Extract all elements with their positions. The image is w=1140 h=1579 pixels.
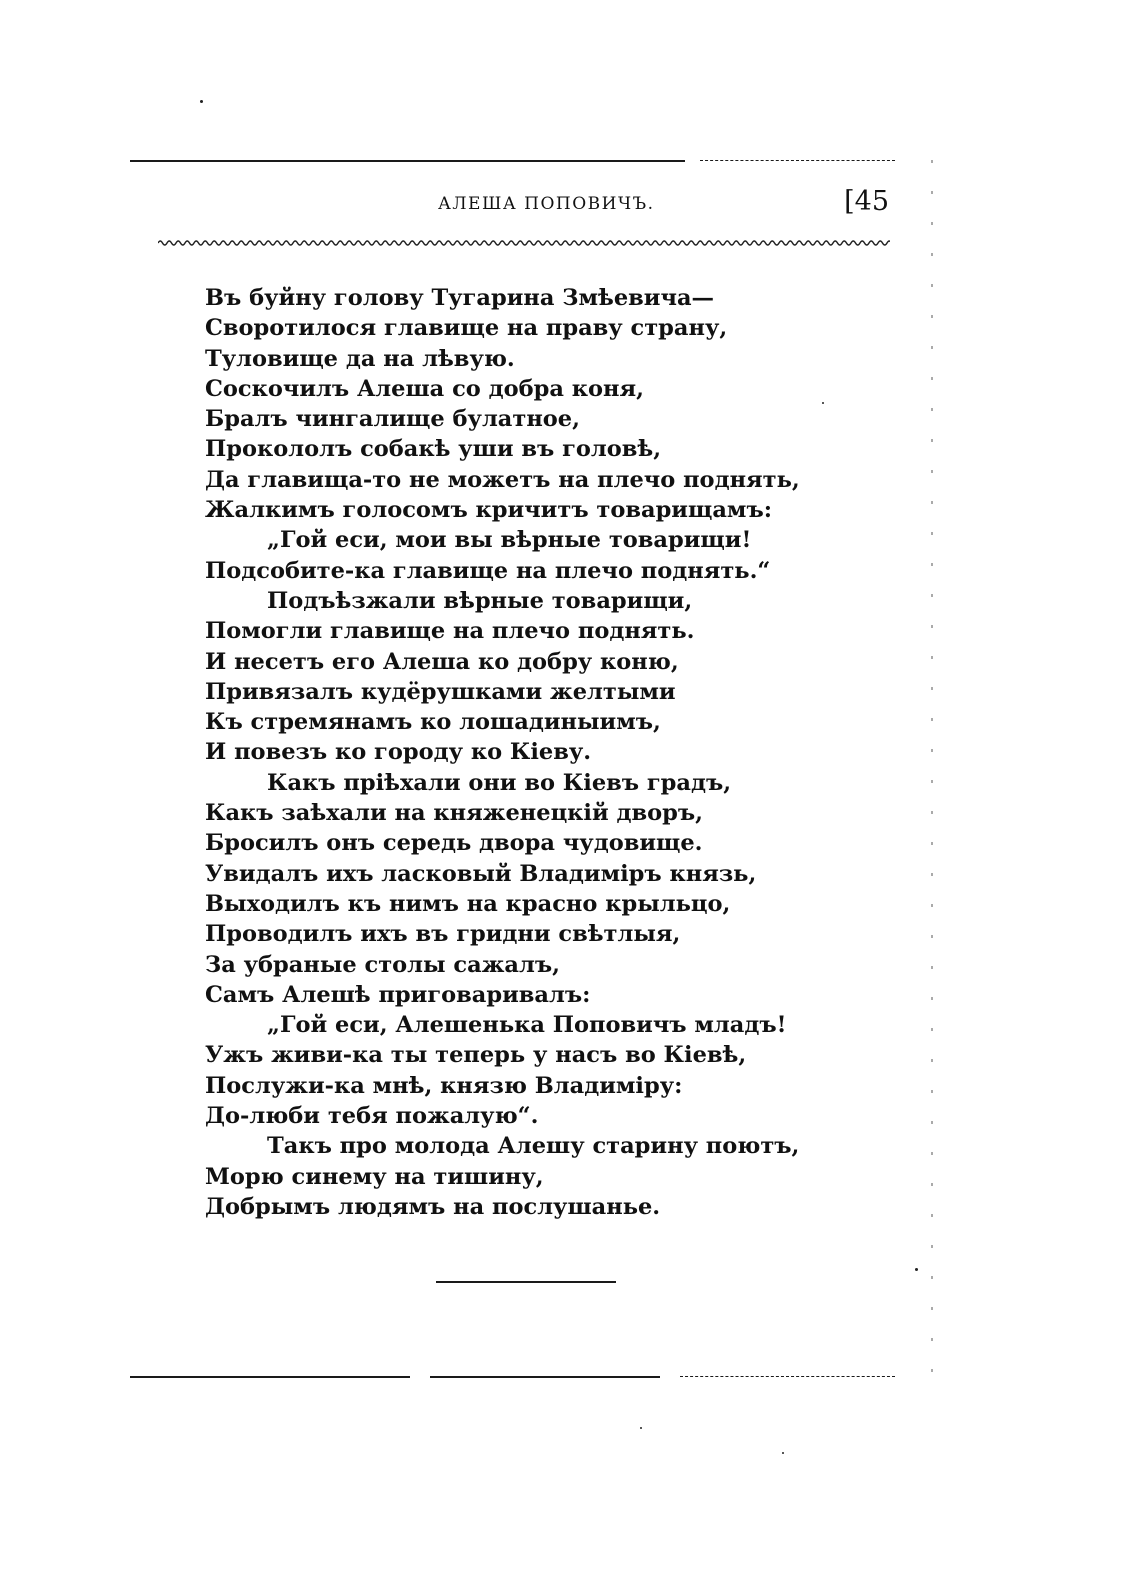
bottom-border-rule-middle <box>430 1376 660 1378</box>
end-of-text-rule <box>436 1281 616 1283</box>
bottom-border-rule-right <box>680 1376 895 1377</box>
scan-speck <box>782 1452 784 1454</box>
wavy-ornament-rule <box>158 238 890 248</box>
page-number: [45 <box>844 186 889 217</box>
verse-line: Выходилъ къ нимъ на красно крыльцо, <box>205 890 731 917</box>
bottom-border-rule <box>130 1376 410 1378</box>
top-border-rule-right <box>700 160 895 161</box>
verse-line: Ужъ живи-ка ты теперь у насъ во Кіевѣ, <box>205 1042 747 1069</box>
verse-line: Добрымъ людямъ на послушанье. <box>205 1193 661 1220</box>
verse-line: Соскочилъ Алеша со добра коня, <box>205 375 644 402</box>
verse-line: Помогли главище на плечо поднять. <box>205 618 695 645</box>
verse-line: Прокололъ собакѣ уши въ головѣ, <box>205 436 662 463</box>
scan-speck <box>200 100 203 103</box>
scan-speck <box>640 1427 642 1429</box>
verse-line: За убраные столы сажалъ, <box>205 951 560 978</box>
scan-speck <box>915 1268 918 1271</box>
poem-text <box>205 283 845 1222</box>
verse-line: Въ буйну голову Тугарина Змѣевича— <box>205 285 715 311</box>
verse-line: И несетъ его Алеша ко добру коню, <box>205 648 679 675</box>
verse-line: Бросилъ онъ середь двора чудовище. <box>205 830 703 857</box>
verse-line: Къ стремянамъ ко лошадиныимъ, <box>205 709 661 736</box>
verse-line: Увидалъ ихъ ласковый Владиміръ князь, <box>205 860 757 887</box>
verse-line: Подсобите-ка главище на плечо поднять.“ <box>205 557 771 584</box>
verse-line: Своротилося главище на праву страну, <box>205 315 728 342</box>
top-border-rule <box>130 160 685 162</box>
verse-line: Какъ пріѣхали они во Кіевъ градъ, <box>267 769 732 796</box>
verse-line: Какъ заѣхали на княженецкій дворъ, <box>205 800 703 827</box>
verse-line: Бралъ чингалище булатное, <box>205 406 580 433</box>
verse-line: Послужи-ка мнѣ, князю Владиміру: <box>205 1072 683 1099</box>
verse-line: До-люби тебя пожалую“. <box>205 1103 539 1130</box>
verse-line: Проводилъ ихъ въ гридни свѣтлыя, <box>205 921 681 948</box>
verse-line: Самъ Алешѣ приговаривалъ: <box>205 981 591 1008</box>
running-title: АЛЕША ПОПОВИЧЪ. <box>438 194 655 214</box>
verse-line: Подъѣзжали вѣрные товарищи, <box>267 587 693 614</box>
verse-line: „Гой еси, мои вы вѣрные товарищи! <box>267 527 752 554</box>
scan-speck <box>822 402 824 404</box>
verse-line: „Гой еси, Алешенька Поповичъ младъ! <box>267 1012 787 1039</box>
page-header <box>130 186 895 220</box>
verse-line: Морю синему на тишину, <box>205 1163 544 1190</box>
verse-line: Жалкимъ голосомъ кричитъ товарищамъ: <box>205 497 773 524</box>
verse-line: И повезъ ко городу ко Кіеву. <box>205 739 592 766</box>
margin-scan-marks <box>925 160 939 1380</box>
verse-line: Туловище да на лѣвую. <box>205 345 515 372</box>
verse-line: Да главища-то не можетъ на плечо поднять, <box>205 466 800 493</box>
verse-line: Такъ про молода Алешу старину поютъ, <box>267 1133 800 1160</box>
verse-line: Привязалъ кудёрушками желтыми <box>205 678 676 705</box>
